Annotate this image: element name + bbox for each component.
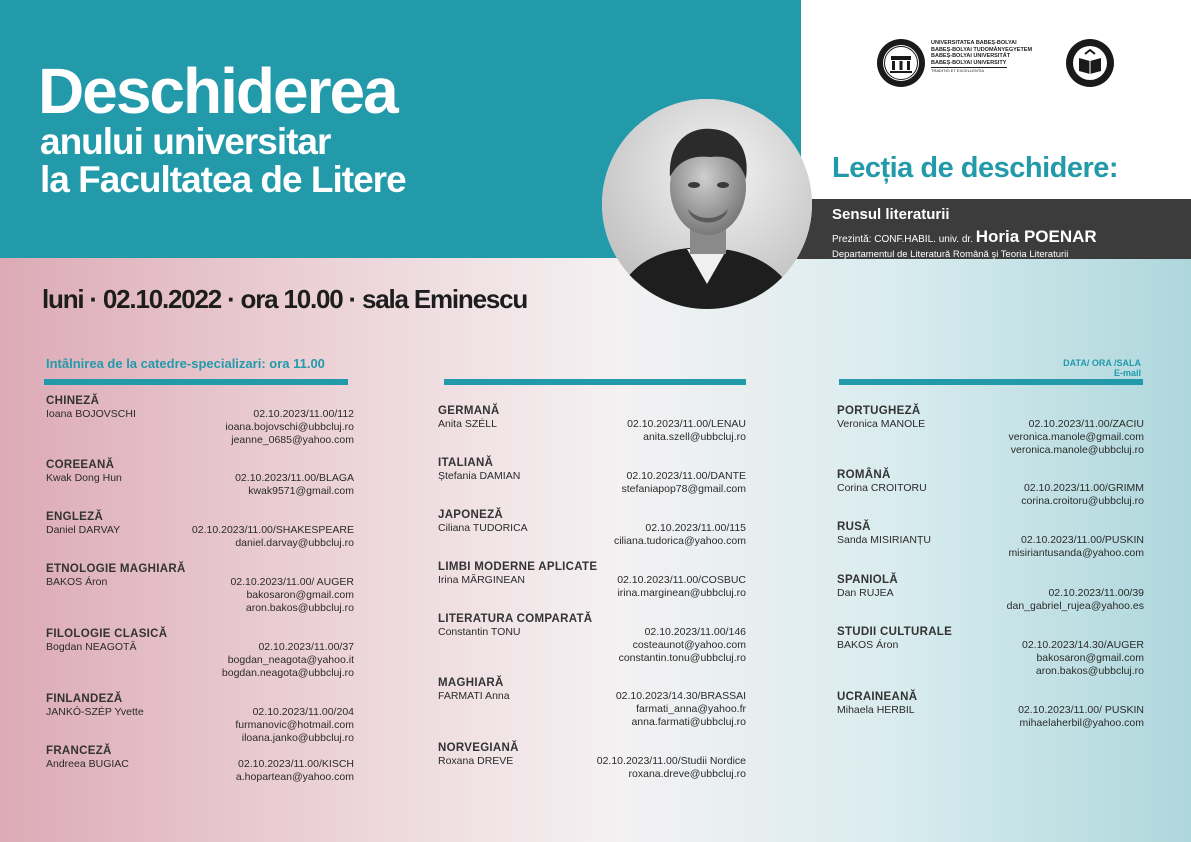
specialization-entry: [837, 521, 1144, 560]
specialization-name: FINLANDEZĂ: [46, 693, 123, 705]
email[interactable]: mihaelaherbil@yahoo.com: [1019, 717, 1144, 729]
specialization-entry: [46, 511, 354, 550]
coordinator-name: Ioana BOJOVSCHI: [46, 408, 136, 420]
coordinator-name: Bogdan NEAGOTĂ: [46, 641, 137, 653]
specialization-entry: [438, 561, 746, 600]
date-time-room: 02.10.2023/11.00/39: [1048, 587, 1144, 599]
specialization-entry: [837, 626, 1144, 678]
date-time-room: 02.10.2023/14.30/BRASSAI: [615, 690, 746, 702]
specialization-entry: [46, 563, 354, 615]
specialization-entry: [837, 574, 1144, 613]
email[interactable]: misiriantusanda@yahoo.com: [1008, 547, 1144, 559]
email[interactable]: daniel.darvay@ubbcluj.ro: [235, 537, 354, 549]
email[interactable]: anna.farmati@ubbcluj.ro: [631, 716, 746, 728]
university-name-line: BABEȘ-BOLYAI UNIVERSITY: [931, 59, 1007, 66]
email[interactable]: iloana.janko@ubbcluj.ro: [241, 732, 354, 744]
specialization-entry: [837, 405, 1144, 457]
date-time-room: 02.10.2023/11.00/112: [253, 408, 354, 420]
email[interactable]: anita.szell@ubbcluj.ro: [643, 431, 746, 443]
email[interactable]: a.hopartean@yahoo.com: [235, 771, 354, 783]
specialization-name: UCRAINEANĂ: [837, 691, 918, 703]
email[interactable]: corina.croitoru@ubbcluj.ro: [1021, 495, 1144, 507]
legend-date-time-room: DATA/ ORA /SALA: [1063, 358, 1141, 368]
specialization-entry: [438, 405, 746, 444]
email[interactable]: aron.bakos@ubbcluj.ro: [1035, 665, 1144, 677]
coordinator-name: Sanda MISIRIANȚU: [837, 534, 931, 546]
column-divider: [444, 379, 746, 385]
coordinator-name: Daniel DARVAY: [46, 524, 121, 536]
specialization-name: FRANCEZĂ: [46, 745, 112, 757]
presenter-department: Departamentul de Literatură Română şi Teoria Literaturii: [832, 249, 1069, 260]
coordinator-name: Roxana DREVE: [438, 755, 514, 767]
email[interactable]: jeanne_0685@yahoo.com: [231, 434, 354, 446]
specialization-name: FILOLOGIE CLASICĂ: [46, 628, 168, 640]
coordinator-name: Anita SZÉLL: [438, 418, 497, 430]
specialization-name: LIMBI MODERNE APLICATE: [438, 561, 598, 573]
specialization-name: ROMÂNĂ: [837, 469, 891, 481]
title-line-1: Deschiderea: [38, 55, 397, 127]
specialization-entry: [438, 742, 746, 781]
specialization-name: CHINEZĂ: [46, 395, 100, 407]
specialization-entry: [438, 677, 746, 729]
coordinator-name: Veronica MANOLE: [837, 418, 926, 430]
university-name-line: BABEȘ-BOLYAI TUDOMÁNYEGYETEM: [931, 46, 1033, 53]
specialization-name: RUSĂ: [837, 521, 871, 533]
university-name: [931, 40, 1032, 75]
coordinator-name: Ștefania DAMIAN: [438, 470, 521, 482]
email[interactable]: stefaniapop78@gmail.com: [621, 483, 746, 495]
university-motto: TRADITIO ET EXCELLENTIA: [931, 68, 985, 74]
legend-email: E-mail: [1113, 368, 1141, 378]
specialization-entry: [438, 509, 746, 548]
date-time-room: 02.10.2023/11.00/ZACIU: [1028, 418, 1144, 430]
coordinator-name: Constantin TONU: [438, 626, 521, 638]
university-name-line: BABEȘ-BOLYAI UNIVERSITÄT: [931, 53, 1011, 60]
presented-by-label: Prezintă: CONF.HABIL. univ. dr.: [832, 234, 973, 245]
coordinator-name: Andreea BUGIAC: [46, 758, 129, 770]
presenter-line: [832, 227, 1097, 247]
event-date-line: luni · 02.10.2022 · ora 10.00 · sala Eminescu: [42, 284, 528, 314]
email[interactable]: irina.marginean@ubbcluj.ro: [617, 587, 746, 599]
email[interactable]: costeaunot@yahoo.com: [632, 639, 746, 651]
date-time-room: 02.10.2023/11.00/LENAU: [627, 418, 746, 430]
email[interactable]: bakosaron@gmail.com: [246, 589, 354, 601]
presenter-portrait: [602, 99, 812, 309]
email[interactable]: aron.bakos@ubbcluj.ro: [245, 602, 354, 614]
coordinator-name: FARMATI Anna: [438, 690, 510, 702]
email[interactable]: dan_gabriel_rujea@yahoo.es: [1006, 600, 1144, 612]
coordinator-name: Irina MĂRGINEAN: [438, 574, 525, 586]
specialization-entry: [46, 395, 354, 447]
date-time-room: 02.10.2023/11.00/BLAGA: [235, 472, 354, 484]
coordinator-name: Dan RUJEA: [837, 587, 894, 599]
specialization-name: SPANIOLĂ: [837, 574, 898, 586]
specialization-name: JAPONEZĂ: [438, 509, 504, 521]
specialization-entry: [46, 745, 354, 784]
university-name-line: UNIVERSITATEA BABEȘ-BOLYAI: [931, 40, 1017, 46]
date-time-room: 02.10.2023/11.00/GRIMM: [1023, 482, 1144, 494]
coordinator-name: Kwak Dong Hun: [46, 472, 122, 484]
date-time-room: 02.10.2023/11.00/Studii Nordice: [596, 755, 746, 767]
specialization-name: STUDII CULTURALE: [837, 626, 953, 638]
column-divider: [839, 379, 1143, 385]
specialization-entry: [837, 691, 1144, 730]
lecture-title: Sensul literaturii: [832, 206, 950, 223]
email[interactable]: farmati_anna@yahoo.fr: [636, 703, 746, 715]
date-time-room: 02.10.2023/11.00/115: [645, 522, 746, 534]
specialization-entry: [438, 613, 746, 665]
date-time-room: 02.10.2023/11.00/ AUGER: [230, 576, 354, 588]
date-time-room: 02.10.2023/11.00/SHAKESPEARE: [191, 524, 354, 536]
specialization-name: GERMANĂ: [438, 405, 500, 417]
specialization-name: ENGLEZĂ: [46, 511, 104, 523]
faculty-book-seal-icon: [1065, 38, 1115, 88]
lecture-heading: Lecția de deschidere:: [832, 152, 1119, 184]
coordinator-name: BAKOS Áron: [837, 639, 899, 651]
date-time-room: 02.10.2023/14.30/AUGER: [1021, 639, 1144, 651]
email[interactable]: ioana.bojovschi@ubbcluj.ro: [225, 421, 354, 433]
coordinator-name: BAKOS Áron: [46, 576, 108, 588]
specialization-name: ITALIANĂ: [438, 457, 494, 469]
presenter-photo-graphic: [602, 99, 812, 309]
meeting-heading: Intâlnirea de la catedre-specializari: ora 11.00: [46, 356, 325, 371]
date-time-room: 02.10.2023/11.00/ PUSKIN: [1018, 704, 1144, 716]
email[interactable]: veronica.manole@gmail.com: [1008, 431, 1144, 443]
specialization-name: NORVEGIANĂ: [438, 742, 519, 754]
email[interactable]: roxana.dreve@ubbcluj.ro: [628, 768, 746, 780]
specialization-name: COREEANĂ: [46, 459, 115, 471]
specialization-name: ETNOLOGIE MAGHIARĂ: [46, 563, 186, 575]
date-time-room: 02.10.2023/11.00/37: [258, 641, 354, 653]
specialization-entry: [837, 469, 1144, 508]
email[interactable]: bogdan_neagota@yahoo.it: [227, 654, 354, 666]
column-divider: [44, 379, 348, 385]
specialization-entry: [438, 457, 746, 496]
coordinator-name: Corina CROITORU: [837, 482, 927, 494]
email[interactable]: furmanovic@hotmail.com: [235, 719, 354, 731]
specialization-entry: [46, 693, 354, 745]
email[interactable]: bogdan.neagota@ubbcluj.ro: [221, 667, 354, 679]
email[interactable]: bakosaron@gmail.com: [1036, 652, 1144, 664]
email[interactable]: constantin.tonu@ubbcluj.ro: [618, 652, 746, 664]
university-seal-icon: [876, 38, 926, 88]
email[interactable]: ciliana.tudorica@yahoo.com: [613, 535, 746, 547]
specialization-entry: [46, 459, 354, 498]
date-time-room: 02.10.2023/11.00/204: [252, 706, 354, 718]
title-line-2: anului universitar: [40, 121, 331, 162]
specialization-name: LITERATURA COMPARATĂ: [438, 613, 593, 625]
date-time-room: 02.10.2023/11.00/146: [644, 626, 746, 638]
date-time-room: 02.10.2023/11.00/KISCH: [238, 758, 354, 770]
coordinator-name: JANKÓ-SZÉP Yvette: [46, 706, 144, 718]
specialization-entry: [46, 628, 354, 680]
date-time-room: 02.10.2023/11.00/DANTE: [626, 470, 746, 482]
coordinator-name: Ciliana TUDORICA: [438, 522, 528, 534]
email[interactable]: kwak9571@gmail.com: [248, 485, 354, 497]
coordinator-name: Mihaela HERBIL: [837, 704, 915, 716]
specialization-name: PORTUGHEZĂ: [837, 405, 921, 417]
date-time-room: 02.10.2023/11.00/COSBUC: [617, 574, 746, 586]
presenter-name: Horia POENAR: [975, 227, 1097, 246]
date-time-room: 02.10.2023/11.00/PUSKIN: [1021, 534, 1144, 546]
title-line-3: la Facultatea de Litere: [40, 159, 406, 200]
specialization-name: MAGHIARĂ: [438, 677, 504, 689]
email[interactable]: veronica.manole@ubbcluj.ro: [1010, 444, 1144, 456]
